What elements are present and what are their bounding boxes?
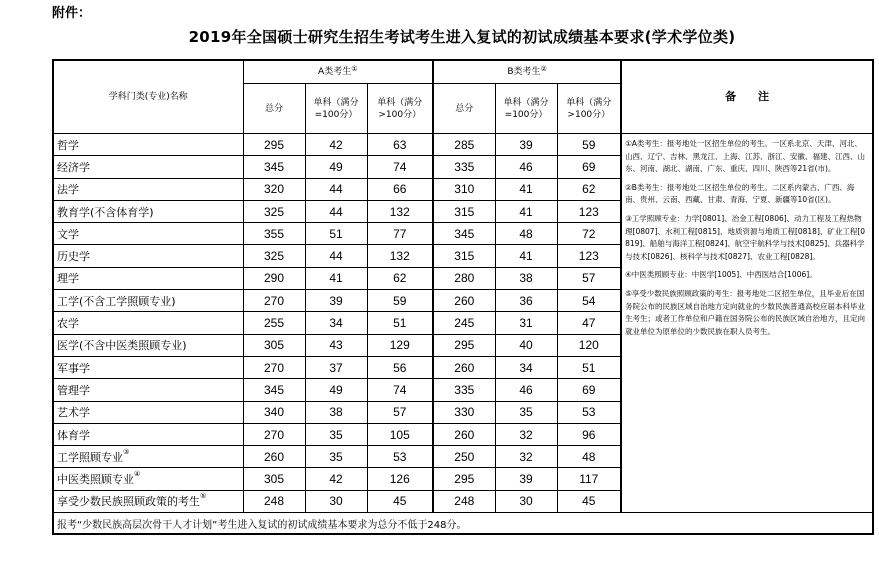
b-singleover100-header: 单科（满分>100分） — [557, 84, 621, 134]
subject-name: 法学 — [53, 178, 243, 200]
b-total-score: 335 — [433, 379, 495, 401]
a-single100-score: 49 — [305, 156, 367, 178]
a-single100-header: 单科（满分=100分） — [305, 84, 367, 134]
b-single100-score: 31 — [495, 312, 557, 334]
a-total-score: 270 — [243, 356, 305, 378]
b-single100-score: 35 — [495, 401, 557, 423]
a-single100-score: 42 — [305, 134, 367, 156]
a-singleover100-score: 63 — [367, 134, 433, 156]
b-singleover100-score: 47 — [557, 312, 621, 334]
a-singleover100-score: 62 — [367, 267, 433, 289]
a-single100-score: 51 — [305, 223, 367, 245]
b-singleover100-score: 53 — [557, 401, 621, 423]
remark-item: ④中医类照顾专业：中医学[1005]、中西医结合[1006]。 — [625, 270, 817, 280]
subject-name: 哲学 — [53, 134, 243, 156]
footer-note: 报考“少数民族高层次骨干人才计划”考生进入复试的初试成绩基本要求为总分不低于248分。 — [53, 513, 873, 535]
b-singleover100-score: 57 — [557, 267, 621, 289]
a-singleover100-score: 59 — [367, 290, 433, 312]
a-single100-score: 34 — [305, 312, 367, 334]
a-singleover100-score: 66 — [367, 178, 433, 200]
a-total-score: 355 — [243, 223, 305, 245]
b-singleover100-score: 69 — [557, 379, 621, 401]
b-total-score: 280 — [433, 267, 495, 289]
b-total-score: 248 — [433, 490, 495, 512]
subject-name: 历史学 — [53, 245, 243, 267]
a-single100-score: 35 — [305, 423, 367, 445]
subject-name: 艺术学 — [53, 401, 243, 423]
b-single100-score: 34 — [495, 356, 557, 378]
b-total-score: 260 — [433, 356, 495, 378]
a-single100-score: 41 — [305, 267, 367, 289]
b-singleover100-score: 123 — [557, 245, 621, 267]
header-row-1 — [53, 60, 873, 84]
a-single100-score: 30 — [305, 490, 367, 512]
a-singleover100-score: 105 — [367, 423, 433, 445]
a-singleover100-score: 126 — [367, 468, 433, 490]
b-singleover100-score: 120 — [557, 334, 621, 356]
a-single100-score: 44 — [305, 245, 367, 267]
b-single100-score: 36 — [495, 290, 557, 312]
b-single100-score: 40 — [495, 334, 557, 356]
a-total-score: 340 — [243, 401, 305, 423]
subject-name: 管理学 — [53, 379, 243, 401]
a-singleover100-score: 74 — [367, 379, 433, 401]
remark-item: ③工学照顾专业：力学[0801]、冶金工程[0806]、动力工程及工程热物理[0807]、水利工程[0815]、地质资源与地质工程[0818]、矿业工程[0819]、船舶与海洋工程[0824]、航空宇航科学与技术[0825]、兵器科学与技术[0826]、核科学与技术[0827]、农业工程[0828]。 — [625, 213, 866, 261]
b-singleover100-score: 117 — [557, 468, 621, 490]
b-single100-score: 38 — [495, 267, 557, 289]
table-row — [53, 134, 873, 156]
a-total-header: 总分 — [243, 84, 305, 134]
b-single100-score: 39 — [495, 468, 557, 490]
group-b-header: B类考生② — [433, 60, 621, 84]
a-singleover100-header: 单科（满分>100分） — [367, 84, 433, 134]
remark-item: ⑤享受少数民族照顾政策的考生：报考地处二区招生单位，且毕业后在国务院公布的民族区域自治地方定向就业的少数民族普通高校应届本科毕业生考生；或者工作单位和户籍在国务院公布的民族区域自治地方，且定向就业单位为原单位的少数民族在职人员考生。 — [625, 288, 866, 336]
a-total-score: 345 — [243, 156, 305, 178]
b-single100-score: 41 — [495, 200, 557, 222]
b-single100-score: 41 — [495, 245, 557, 267]
a-singleover100-score: 132 — [367, 200, 433, 222]
a-total-score: 260 — [243, 446, 305, 468]
a-singleover100-score: 129 — [367, 334, 433, 356]
subject-name: 军事学 — [53, 356, 243, 378]
a-single100-score: 43 — [305, 334, 367, 356]
subject-name: 医学(不含中医类照顾专业) — [53, 334, 243, 356]
subject-name: 理学 — [53, 267, 243, 289]
a-singleover100-score: 57 — [367, 401, 433, 423]
a-singleover100-score: 77 — [367, 223, 433, 245]
b-total-score: 315 — [433, 200, 495, 222]
b-single100-score: 48 — [495, 223, 557, 245]
b-singleover100-score: 51 — [557, 356, 621, 378]
a-single100-score: 37 — [305, 356, 367, 378]
a-total-score: 255 — [243, 312, 305, 334]
page-title: 2019年全国硕士研究生招生考试考生进入复试的初试成绩基本要求(学术学位类) — [188, 28, 736, 46]
b-single100-score: 46 — [495, 379, 557, 401]
a-total-score: 270 — [243, 423, 305, 445]
a-single100-score: 42 — [305, 468, 367, 490]
b-total-score: 295 — [433, 468, 495, 490]
subject-name: 文学 — [53, 223, 243, 245]
a-singleover100-score: 56 — [367, 356, 433, 378]
a-total-score: 325 — [243, 245, 305, 267]
b-singleover100-score: 69 — [557, 156, 621, 178]
b-total-score: 295 — [433, 334, 495, 356]
remark-item: ①A类考生：报考地处一区招生单位的考生。一区系北京、天津、河北、山西、辽宁、吉林、黑龙江、上海、江苏、浙江、安徽、福建、江西、山东、河南、湖北、湖南、广东、重庆、四川、陕西等21省(市)。 — [625, 139, 866, 174]
b-singleover100-score: 48 — [557, 446, 621, 468]
a-single100-score: 44 — [305, 200, 367, 222]
b-singleover100-score: 54 — [557, 290, 621, 312]
a-total-score: 295 — [243, 134, 305, 156]
subject-name: 工学照顾专业③ — [53, 446, 243, 468]
group-a-header: A类考生① — [243, 60, 433, 84]
a-singleover100-score: 45 — [367, 490, 433, 512]
a-singleover100-score: 51 — [367, 312, 433, 334]
a-singleover100-score: 74 — [367, 156, 433, 178]
subject-name: 中医类照顾专业④ — [53, 468, 243, 490]
b-singleover100-score: 123 — [557, 200, 621, 222]
b-total-score: 315 — [433, 245, 495, 267]
b-total-score: 245 — [433, 312, 495, 334]
b-single100-score: 30 — [495, 490, 557, 512]
b-singleover100-score: 59 — [557, 134, 621, 156]
a-single100-score: 44 — [305, 178, 367, 200]
a-total-score: 305 — [243, 334, 305, 356]
b-single100-score: 32 — [495, 446, 557, 468]
a-total-score: 270 — [243, 290, 305, 312]
a-total-score: 325 — [243, 200, 305, 222]
a-single100-score: 49 — [305, 379, 367, 401]
a-singleover100-score: 132 — [367, 245, 433, 267]
score-table — [52, 59, 874, 535]
b-total-score: 335 — [433, 156, 495, 178]
b-singleover100-score: 72 — [557, 223, 621, 245]
a-total-score: 320 — [243, 178, 305, 200]
b-single100-header: 单科（满分=100分） — [495, 84, 557, 134]
subject-name: 教育学(不含体育学) — [53, 200, 243, 222]
a-single100-score: 39 — [305, 290, 367, 312]
remarks-cell — [621, 134, 873, 513]
b-singleover100-score: 45 — [557, 490, 621, 512]
b-total-score: 330 — [433, 401, 495, 423]
subject-name: 农学 — [53, 312, 243, 334]
footer-row — [53, 513, 873, 535]
b-singleover100-score: 96 — [557, 423, 621, 445]
b-total-score: 310 — [433, 178, 495, 200]
b-single100-score: 39 — [495, 134, 557, 156]
b-total-score: 285 — [433, 134, 495, 156]
remarks-header: 备 注 — [621, 60, 873, 134]
subject-name: 享受少数民族照顾政策的考生⑤ — [53, 490, 243, 512]
attachment-label: 附件： — [52, 6, 92, 21]
a-single100-score: 38 — [305, 401, 367, 423]
b-total-header: 总分 — [433, 84, 495, 134]
b-single100-score: 32 — [495, 423, 557, 445]
a-total-score: 305 — [243, 468, 305, 490]
a-singleover100-score: 53 — [367, 446, 433, 468]
subject-name: 工学(不含工学照顾专业) — [53, 290, 243, 312]
b-single100-score: 46 — [495, 156, 557, 178]
subject-name: 体育学 — [53, 423, 243, 445]
b-singleover100-score: 62 — [557, 178, 621, 200]
subject-column-header: 学科门类(专业)名称 — [53, 60, 243, 134]
b-total-score: 260 — [433, 423, 495, 445]
a-total-score: 290 — [243, 267, 305, 289]
a-total-score: 345 — [243, 379, 305, 401]
b-single100-score: 41 — [495, 178, 557, 200]
subject-name: 经济学 — [53, 156, 243, 178]
b-total-score: 345 — [433, 223, 495, 245]
remark-item: ②B类考生：报考地处二区招生单位的考生。二区系内蒙古、广西、海南、贵州、云南、西藏、甘肃、青海、宁夏、新疆等10省(区)。 — [625, 182, 855, 205]
b-total-score: 260 — [433, 290, 495, 312]
a-total-score: 248 — [243, 490, 305, 512]
a-single100-score: 35 — [305, 446, 367, 468]
b-total-score: 250 — [433, 446, 495, 468]
